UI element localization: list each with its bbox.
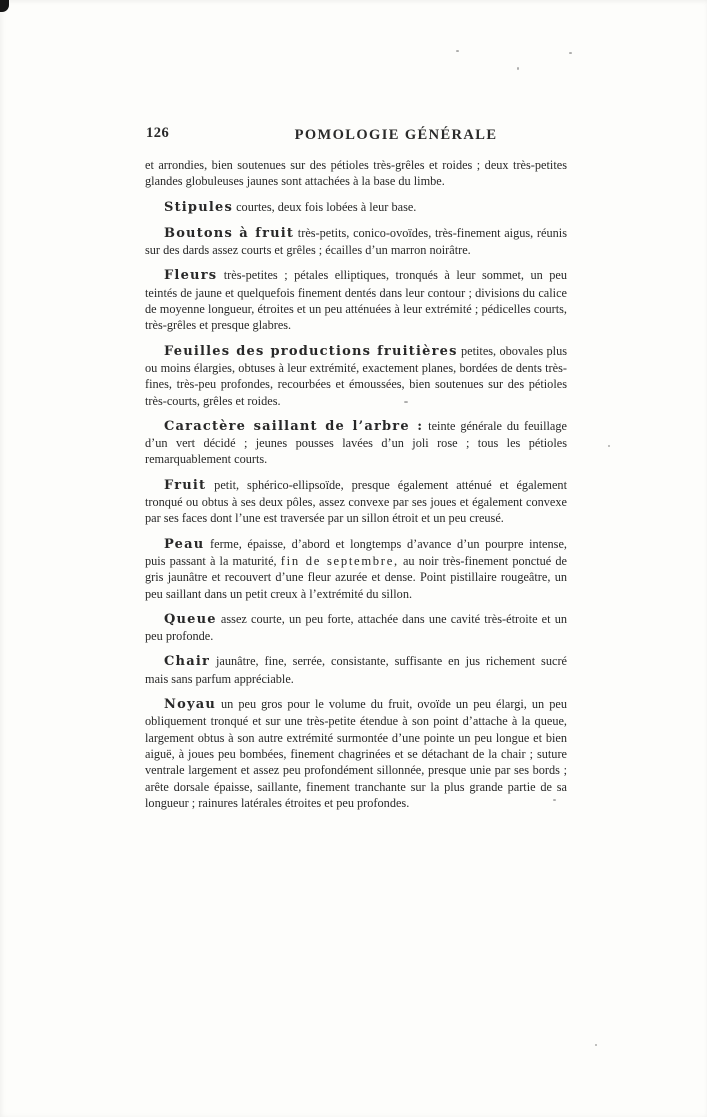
scan-speck [517,67,519,70]
paragraph-text: teinte générale du feuillage d’un vert décidé ; jeunes pousses lavées d’un joli rose ; tous les pétioles remarquablement courts. [145,418,567,467]
paragraph-text: petites, obovales plus ou moins élargies, obtuses à leur extrémité, exactement planes, bordées de dents très-fines, très-peu profondes, recourbées et émoussées, bien soutenues sur des pétioles très-courts, grêles et roides. [145,343,568,408]
paragraph-text: assez courte, un peu forte, attachée dans une cavité très-étroite et un peu profonde. [145,611,567,644]
paragraph-text: très-petits, conico-ovoïdes, très-finement aigus, réunis sur des dards assez courts et grêles ; écailles d’un marron noirâtre. [145,225,567,258]
scan-speck [595,1044,597,1046]
running-title: POMOLOGIE GÉNÉRALE [294,127,498,143]
paragraph-lead-word: Feuilles des productions fruitières [164,343,458,359]
paragraph [145,477,567,527]
paragraph [145,157,567,190]
paragraph-text: très-petites ; pétales elliptiques, tronqués à leur sommet, un peu teintés de jaune et quelquefois finement dentés dans leur contour ; divisions du calice de moyenne longueur, étroites et un peu atténuées à leur extrémité ; pédicelles courts, très-grêles et presque glabres. [145,268,567,333]
paragraph-lead-word: Chair [164,654,211,670]
emphasis-spaced-text: fin de septembre, [280,553,399,568]
paragraph [145,611,567,645]
paragraph [145,199,567,216]
paragraph [145,267,567,333]
paragraph-lead-word: Fleurs [164,268,218,284]
scan-speck [608,445,610,447]
page-number: 126 [146,125,170,141]
paragraph [145,536,567,602]
paragraph [145,696,567,811]
paragraph-text: un peu gros pour le volume du fruit, ovoïde un peu élargi, un peu obliquement tronqué et sur une très-petite étendue à son point d’attache à la queue, largement obtus à son autre extrémité surmontée d’une pointe un peu longue et bien aiguë, à joues peu bombées, finement chagrinées et se détachant de la chair ; suture ventrale largement et assez peu profondément sillonnée, presque unie par ses bords ; arête dorsale épaisse, saillante, finement tranchante sur la plus grande partie de sa longueur ; rainures latérales étroites et peu profondes. [145,697,567,810]
paragraph-text: courtes, deux fois lobées à leur base. [233,199,417,214]
paragraph [145,225,567,259]
paragraph-lead-word: Fruit [164,477,207,493]
paragraph-lead-word: Boutons à fruit [164,225,295,241]
scan-speck [456,50,459,52]
paragraph [145,653,567,687]
paragraph-text: petit, sphérico-ellipsoïde, presque également atténué et également tronqué ou obtus à ses deux pôles, assez convexe par ses joues et également convexe par ses faces dont l’une est traversée par un sillon étroit et un peu creusé. [145,477,567,526]
paragraph-text: au noir très-finement ponctué de gris jaunâtre et recouvert d’une fleur azurée et dense. Point pistillaire rougeâtre, un peu saillant dans un petit creux à l’extrémité du sillon. [145,553,568,601]
paragraph [145,418,567,468]
paragraph-lead-word: Noyau [164,697,216,713]
text-column [145,157,567,820]
paragraph-lead-word: Queue [164,611,217,627]
paragraph-lead-word: Caractère saillant de l’arbre : [164,418,424,434]
paragraph-text: ferme, épaisse, d’abord et longtemps d’avance d’un pourpre intense, puis passant à la maturité, [145,536,567,568]
paragraph-lead-word: Peau [164,536,205,552]
paragraph [145,343,567,409]
scan-artifact-corner [0,0,9,12]
scan-speck [569,52,572,54]
paragraph-text: jaunâtre, fine, serrée, consistante, suffisante en jus richement sucré mais sans parfum appréciable. [145,654,567,686]
paragraph-lead-word: Stipules [164,199,234,215]
paragraph-text: et arrondies, bien soutenues sur des pétioles très-grêles et roides ; deux très-petites glandes globuleuses jaunes sont attachées à la base du limbe. [145,158,567,189]
